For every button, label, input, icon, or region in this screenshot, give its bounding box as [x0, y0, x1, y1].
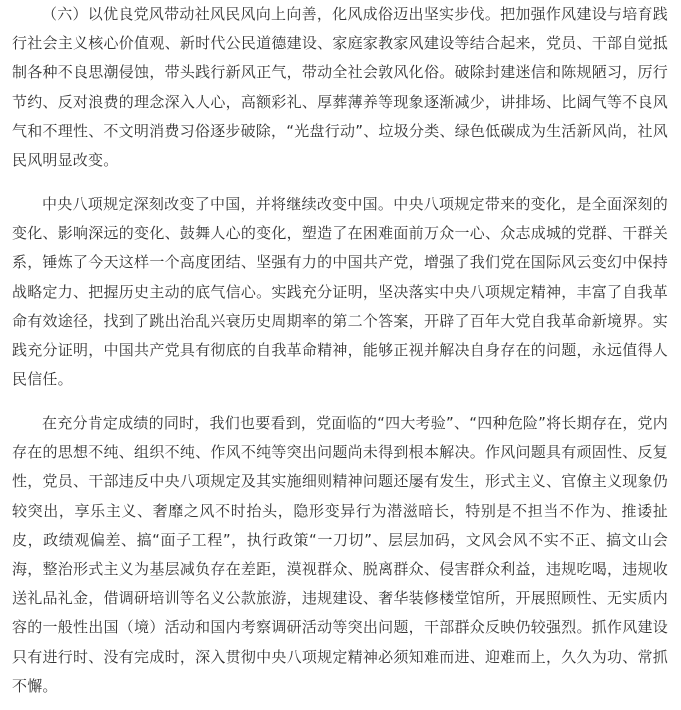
paragraph-remaining-problems: 在充分肯定成绩的同时，我们也要看到，党面临的“四大考验”、“四种危险”将长期存在，党内存在的思想不纯、组织不纯、作风不纯等突出问题尚未得到根本解决。作风问题具有顽固性、反复性，党员、干部违反中央八项规定及其实施细则精神问题还屡有发生，形式主义、官僚主义现象仍较突出，享乐主义、奢靡之风不时抬头，隐形变异行为潜滋暗长，特别是不担当不作为、推诿扯皮，政绩观偏差、搞“面子工程”，执行政策“一刀切”、层层加码，文风会风不实不正、搞文山会海，整治形式主义为基层减负存在差距，漠视群众、脱离群众、侵害群众利益，违规吃喝，违规收送礼品礼金，借调研培训等名义公款旅游，违规建设、奢华装修楼堂馆所，开展照顾性、无实质内容的一般性出国（境）活动和国内考察调研活动等突出问题，干部群众反映仍较强烈。抓作风建设只有进行时、没有完成时，深入贯彻中央八项规定精神必须知难而进、迎难而上，久久为功、常抓不懈。	[12, 414, 668, 695]
paragraph-social-customs: （六）以优良党风带动社风民风向上向善，化风成俗迈出坚实步伐。把加强作风建设与培育践行社会主义核心价值观、新时代公民道德建设、家庭家教家风建设等结合起来，党员、干部自觉抵制各种不良思潮侵蚀，带头践行新风正气，带动全社会敦风化俗。破除封建迷信和陈规陋习，厉行节约、反对浪费的理念深入人心，高额彩礼、厚葬薄养等现象逐渐减少，讲排场、比阔气等不良风气和不理性、不文明消费习俗逐步破除，“光盘行动”、垃圾分类、绿色低碳成为生活新风尚，社风民风明显改变。	[12, 5, 668, 170]
paragraph-eight-point-rules-impact: 中央八项规定深刻改变了中国，并将继续改变中国。中央八项规定带来的变化，是全面深刻的变化、影响深远的变化、鼓舞人心的变化，塑造了在困难面前万众一心、众志成城的党群、干群关系，锤炼了今天这样一个高度团结、坚强有力的中国共产党，增强了我们党在国际风云变幻中保持战略定力、把握历史主动的底气信心。实践充分证明，坚决落实中央八项规定精神，丰富了自我革命有效途径，找到了跳出治乱兴衰历史周期率的第二个答案，开辟了百年大党自我革命新境界。实践充分证明，中国共产党具有彻底的自我革命精神，能够正视并解决自身存在的问题，永远值得人民信任。	[12, 195, 668, 389]
